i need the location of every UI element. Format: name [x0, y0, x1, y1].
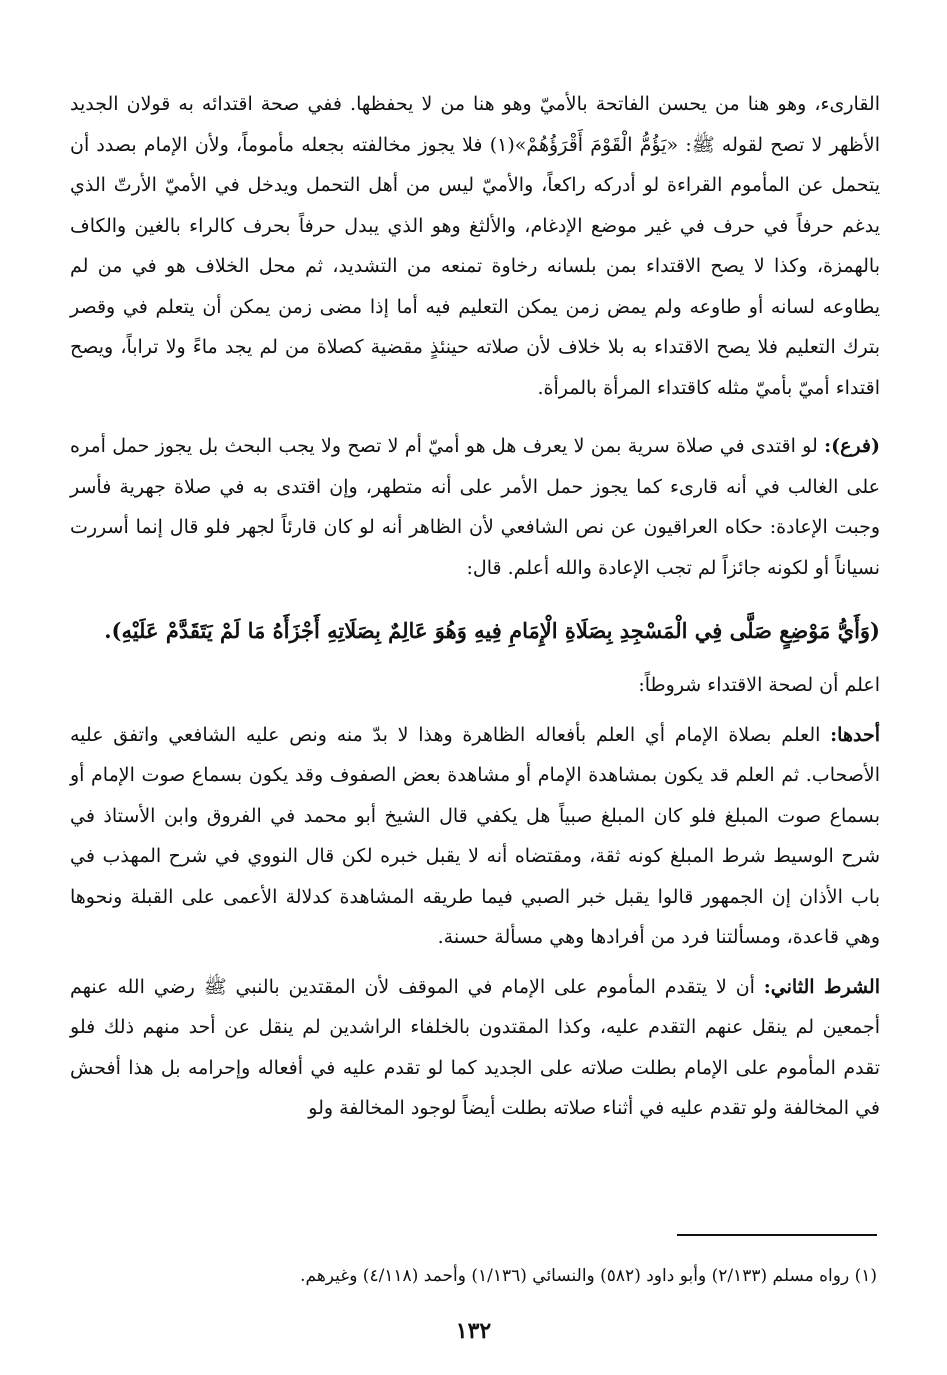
paragraph-imam-qualification: القارىء، وهو هنا من يحسن الفاتحة بالأميّ وهو هنا من لا يحفظها. ففي صحة اقتدائه به قولان الجديد الأظهر لا تصح لقوله ﷺ: «يَؤُمُّ الْقَوْمَ أَقْرَؤُهُمْ»(١) فلا يجوز مخالفته بجعله مأموماً، ولأن الإمام بصدد أن يتحمل عن المأموم القراءة لو أدركه راكعاً، والأميّ ليس من أهل التحمل ويدخل في الأميّ الأرتّ الذي يدغم حرفاً في حرف في غير موضع الإدغام، والألثغ وهو الذي يبدل حرفاً بحرف كالراء بالغين والكاف بالهمزة، وكذا لا يصح الاقتداء بمن بلسانه رخاوة تمنعه من التشديد، ثم محل الخلاف هو في من لم يطاوعه لسانه أو طاوعه ولم يمض زمن يمكن التعليم فيه أما إذا مضى زمن يمكن أن يتعلم في وقصر بترك التعليم فلا يصح الاقتداء به بلا خلاف لأن صلاته حينئذٍ مقضية كصلاة من لم يجد ماءً ولا تراباً، ويصح اقتداء أميّ بأميّ مثله كاقتداء المرأة بالمرأة.: [70, 93, 880, 399]
paragraph-subsidiary-issue: [70, 426, 880, 588]
paragraph-first-condition: [70, 715, 880, 958]
subsidiary-issue-text: لو اقتدى في صلاة سرية بمن لا يعرف هل هو أميّ أم لا تصح ولا يجب البحث بل يجوز حمل أمره على الغالب في أنه قارىء كما يجوز حمل الأمر على أنه متطهر، وإن اقتدى به في صلاة جهرية فأسر وجبت الإعادة: حكاه العراقيون عن نص الشافعي لأن الظاهر أنه لو كان قارئاً لجهر فلو قال إنما أسررت نسياناً أو لكونه جائزاً لم تجب الإعادة والله أعلم. قال:: [70, 435, 880, 579]
footnote: (١) رواه مسلم (٢/١٣٣) وأبو داود (٥٨٢) والنسائي (١/١٣٦) وأحمد (٤/١١٨) وغيرهم.: [300, 1266, 877, 1286]
subsidiary-issue-label: (فرع):: [824, 435, 880, 457]
footnote-divider: [677, 1234, 877, 1236]
paragraph-conditions-intro: اعلم أن لصحة الاقتداء شروطاً:: [638, 674, 880, 696]
first-condition-label: أحدها:: [830, 723, 880, 746]
first-condition-text: العلم بصلاة الإمام أي العلم بأفعاله الظاهرة وهذا لا بدّ منه ونص عليه الشافعي واتفق عليه الأصحاب. ثم العلم قد يكون بمشاهدة الإمام أو مشاهدة بعض الصفوف وقد يكون بسماع صوت الإمام أو بسماع صوت المبلغ فلو كان المبلغ صبياً هل يكفي قال الشيخ أبو محمد في الفروق وابن الأستاذ في شرح الوسيط شرط المبلغ كونه ثقة، ومقتضاه أنه لا يقبل خبره لكن قال النووي في شرح المهذب في باب الأذان إن الجمهور قالوا يقبل خبر الصبي فيما طريقه المشاهدة كدلالة الأعمى على القبلة ونحوها وهي قاعدة، ومسألتنا فرد من أفرادها وهي مسألة حسنة.: [70, 723, 880, 948]
paragraph-second-condition: [70, 967, 880, 1129]
page-number: ١٣٢: [455, 1318, 492, 1344]
matn-quotation: (وَأَيُّ مَوْضِعٍ صَلَّى فِي الْمَسْجِدِ بِصَلَاةِ الْإِمَامِ فِيهِ وَهُوَ عَالِمٌ بِصَلَاتِهِ أَجْزَأَهُ مَا لَمْ يَتَقَدَّمْ عَلَيْهِ).: [104, 618, 880, 643]
second-condition-text: أن لا يتقدم المأموم على الإمام في الموقف لأن المقتدين بالنبي ﷺ رضي الله عنهم أجمعين لم ينقل عنهم التقدم عليه، وكذا المقتدون بالخلفاء الراشدين لم ينقل عن أحد منهم ذلك فلو تقدم المأموم على الإمام بطلت صلاته على الجديد كما لو تقدم عليه في أفعاله وإحرامه بل هذا أفحش في المخالفة ولو تقدم عليه في أثناء صلاته بطلت أيضاً لوجود المخالفة ولو: [70, 975, 880, 1119]
second-condition-label: الشرط الثاني:: [763, 975, 881, 998]
page-body: [70, 84, 880, 1129]
